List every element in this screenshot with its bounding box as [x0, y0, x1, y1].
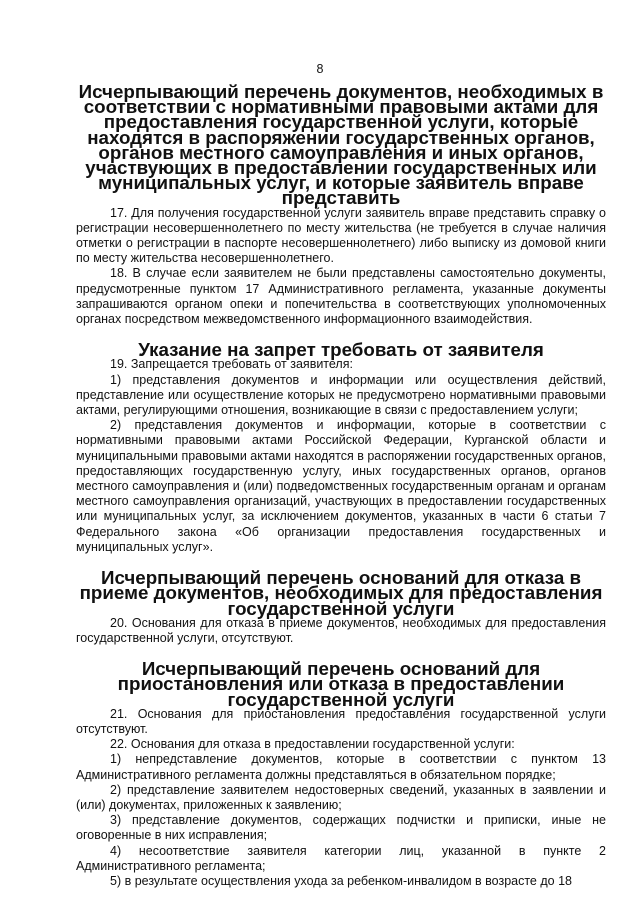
- paragraph-22-item-4: 4) несоответствие заявителя категории лиц, указанной в пункте 2 Административного регламента;: [76, 843, 606, 873]
- paragraph-22-item-3: 3) представление документов, содержащих подчистки и приписки, иные не оговоренные в них исправления;: [76, 813, 606, 843]
- page-number: 8: [316, 62, 324, 76]
- section-documents-right-to-submit: [76, 81, 606, 327]
- paragraph-17: 17. Для получения государственной услуги заявитель вправе представить справку о регистрации несовершеннолетнего по месту жительства (не требуется в случае наличия отметки о регистрации в паспорте несовершеннолетнего) либо выписку из домовой книги по месту жительства несовершеннолетнего.: [76, 205, 606, 266]
- paragraph-18: 18. В случае если заявителем не были представлены самостоятельно документы, предусмотренные пунктом 17 Административного регламента, указанные документы запрашиваются органом опеки и попечительства в соответствующих уполномоченных органах посредством межведомственного информационного взаимодействия.: [76, 266, 606, 327]
- paragraph-19-item-1: 1) представления документов и информации или осуществления действий, представление или осуществление которых не предусмотрено нормативными правовыми актами, регулирующими отношения, возникающие в связи с предоставлением услуги;: [76, 372, 606, 418]
- document-body: [76, 81, 606, 889]
- paragraph-21: 21. Основания для приостановления предоставления государственной услуги отсутствуют.: [76, 706, 606, 736]
- paragraph-22: 22. Основания для отказа в предоставлении государственной услуги:: [110, 737, 515, 752]
- paragraph-22-item-5: 5) в результате осуществления ухода за ребенком-инвалидом в возрасте до 18: [110, 873, 572, 888]
- paragraph-19: 19. Запрещается требовать от заявителя:: [110, 357, 353, 372]
- section-heading: Исчерпывающий перечень оснований для отказа в приеме документов, необходимых для предоставления государственной услуги: [79, 567, 603, 619]
- section-heading: Исчерпывающий перечень оснований для приостановления или отказа в предоставлении государственной услуги: [117, 658, 565, 710]
- paragraph-22-item-2: 2) представление заявителем недостоверных сведений, указанных в заявлении и (или) документах, приложенных к заявлению;: [76, 782, 606, 812]
- paragraph-19-item-2: 2) представления документов и информации, которые в соответствии с нормативными правовыми актами Российской Федерации, Курганской области и муниципальными правовыми актами находятся в распоряжении государственных органов, предоставляющих государственную услугу, иных государственных органов, органов местного самоуправления и (или) подведомственных государственным органам и органам местного самоуправления организаций, участвующих в предоставлении государственных или муниципальных услуг, за исключением документов, указанных в части 6 статьи 7 Федерального закона «Об организации предоставления государственных и муниципальных услуг».: [76, 418, 606, 554]
- paragraph-22-item-1: 1) непредставление документов, которые в соответствии с пунктом 13 Административного регламента должны представляться в обязательном порядке;: [76, 752, 606, 782]
- section-suspension-refusal: [76, 658, 606, 889]
- section-prohibition: [76, 339, 606, 555]
- section-heading: Указание на запрет требовать от заявителя: [138, 339, 544, 361]
- paragraph-20: 20. Основания для отказа в приеме документов, необходимых для предоставления государственной услуги, отсутствуют.: [76, 615, 606, 645]
- section-refusal-acceptance: [76, 567, 606, 646]
- section-heading: Исчерпывающий перечень документов, необходимых в соответствии с нормативными правовыми актами для предоставления государственной услуги, которые находятся в распоряжении государственных органов, органов местного самоуправления и иных органов, участвующих в предоставлении государственных или муниципальных услуг, и которые заявитель вправе представить: [78, 81, 604, 209]
